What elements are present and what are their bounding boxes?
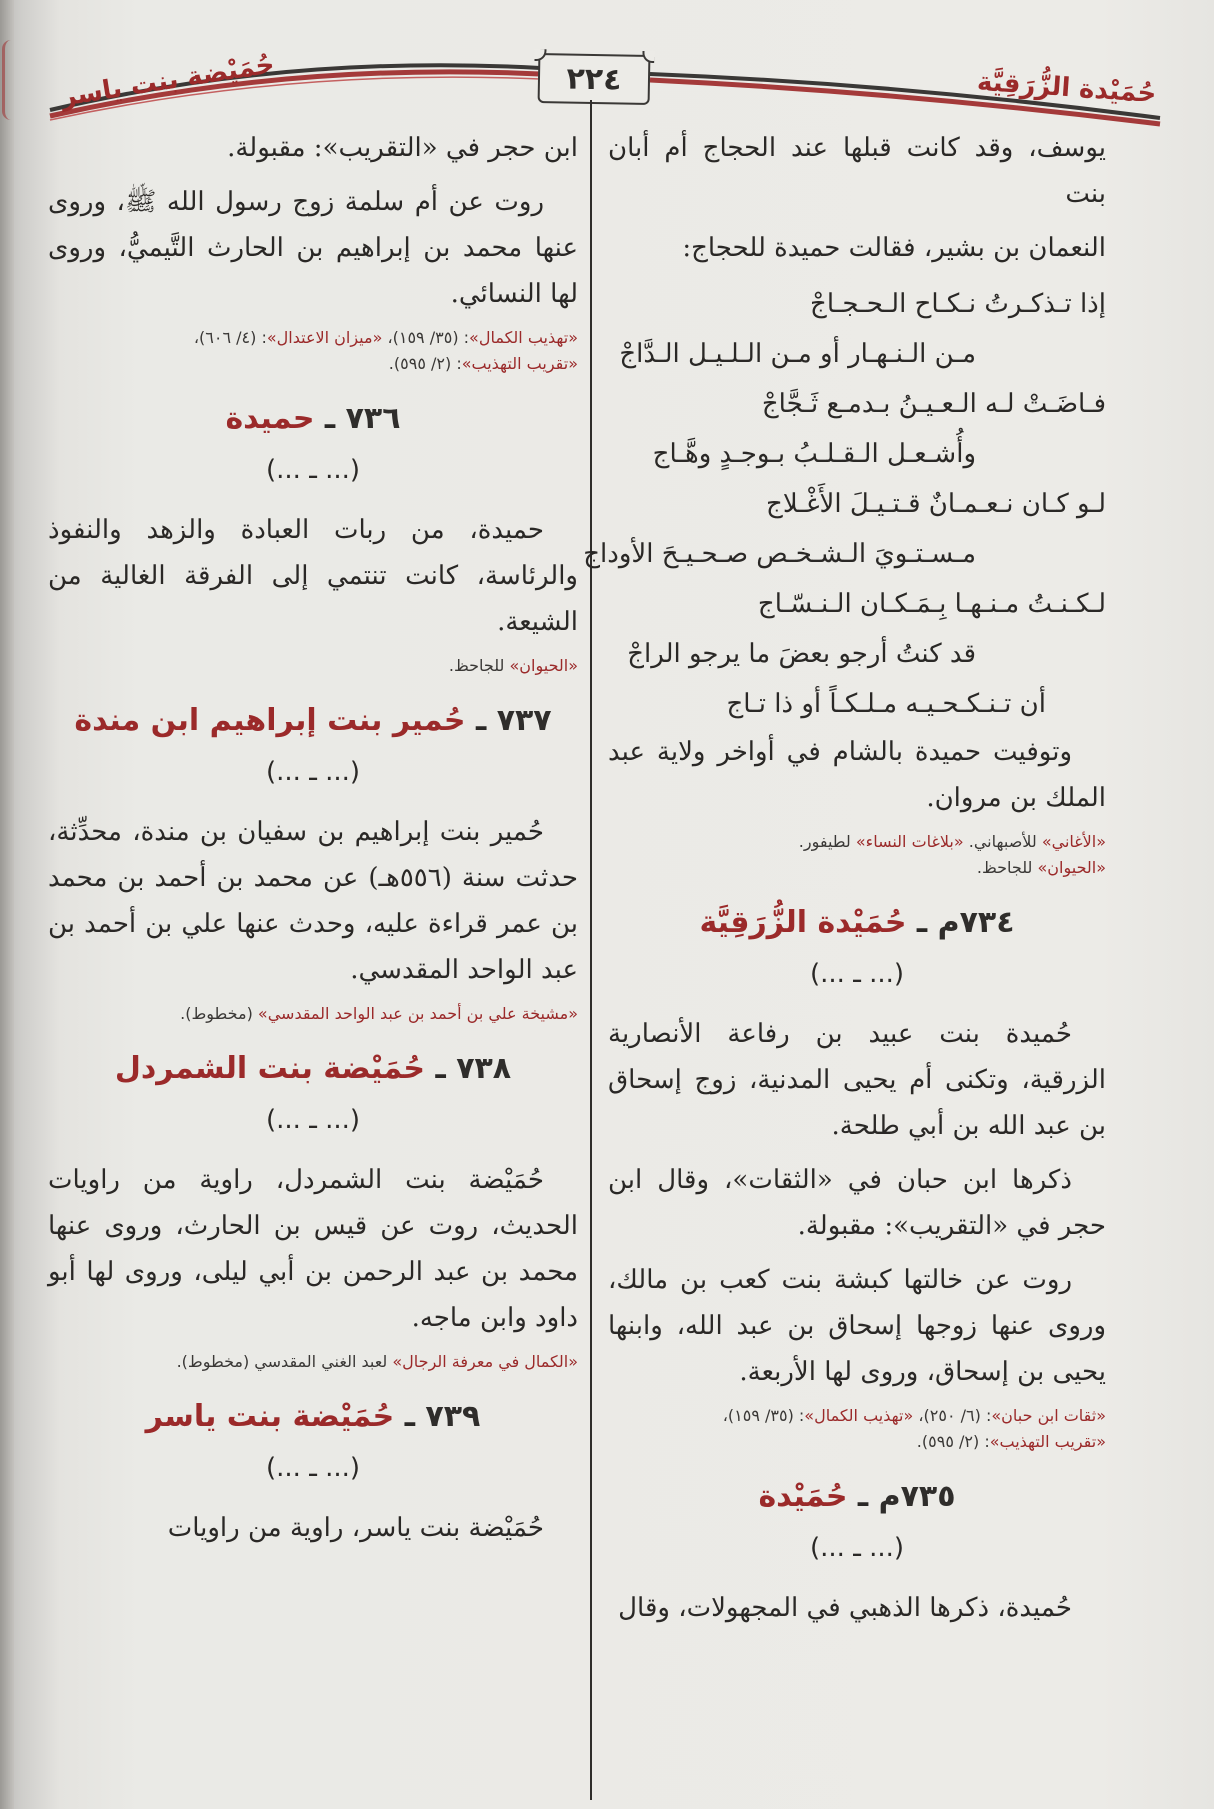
entry-heading: ٧٣٦ ـ حميدة	[225, 401, 401, 436]
entry-paragraph: حُمَيْضة بنت الشمردل، راوية من راويات الحديث، روت عن قيس بن الحارث، وروى عنها محمد بن عبد الرحمن بن أبي ليلى، وروى لها أبو داود وابن ماجه.	[48, 1165, 578, 1333]
page-header	[40, 40, 1174, 130]
continuation-paragraph: روت عن أم سلمة زوج رسول الله ﷺ، وروى عنها محمد بن إبراهيم بن الحارث التَّيميُّ، وروى لها النسائي.	[48, 187, 578, 309]
entry-737	[48, 697, 578, 1027]
source-title: «الحيوان»	[1037, 858, 1106, 877]
verse-line: مـن الـنـهـار أو مـن الـلـيـل الـدَّاجْ	[619, 339, 976, 369]
intro-line: النعمان بن بشير، فقالت حميدة للحجاج:	[682, 233, 1106, 263]
source-detail: للجاحظ.	[976, 858, 1038, 877]
source-detail: : (٢/ ٥٩٥).	[916, 1432, 990, 1451]
entry-name: حميدة	[225, 401, 315, 436]
entry-number: ٧٣٥م	[878, 1479, 956, 1514]
entry-dates: (... ـ ...)	[265, 455, 361, 485]
closing-paragraph: وتوفيت حميدة بالشام في أواخر ولاية عبد الملك بن مروان.	[608, 737, 1106, 813]
running-head-left: حُمَيْضة بنت ياسر	[58, 49, 277, 113]
entry-number: ٧٣٤م	[937, 905, 1015, 940]
source-title: «تهذيب الكمال»	[469, 328, 578, 347]
entry-name: حُمَيْضة بنت الشمردل	[114, 1051, 426, 1086]
entry-738	[48, 1045, 578, 1375]
entry-paragraph: حُميدة بنت عبيد بن رفاعة الأنصارية الزرقية، وتكنى أم يحيى المدنية، زوج إسحاق بن عبد الله بن أبي طلحة.	[608, 1019, 1106, 1141]
entry-dates: (... ـ ...)	[265, 757, 361, 787]
entry-734	[608, 899, 1106, 1455]
column-divider	[590, 100, 592, 1800]
verse-line: فـاضَـتْ لـه الـعـيـنُ بـدمـع ثَـجَّاجْ	[761, 389, 1106, 419]
source-title: «تقريب التهذيب»	[461, 354, 578, 373]
left-column	[48, 125, 578, 1559]
source-title: «بلاغات النساء»	[855, 832, 964, 851]
entry-paragraph: حُمَيْضة بنت ياسر، راوية من راويات	[167, 1513, 544, 1543]
entry-heading: ٧٣٤م ـ حُمَيْدة الزُّرَقِيَّة	[699, 905, 1015, 940]
entry-paragraph: حميدة، من ربات العبادة والزهد والنفوذ والرئاسة، كانت تنتمي إلى الفرقة الغالية من الشيعة.	[48, 515, 578, 637]
source-title: «مشيخة علي بن أحمد بن عبد الواحد المقدسي»	[257, 1004, 578, 1023]
entry-736	[48, 395, 578, 679]
entry-number: ٧٣٦	[345, 401, 401, 436]
source-title: «ميزان الاعتدال»	[266, 328, 383, 347]
entry-paragraph: حُميدة، ذكرها الذهبي في المجهولات، وقال	[618, 1593, 1072, 1623]
sources	[608, 1403, 1106, 1455]
sources	[48, 1349, 578, 1375]
right-column	[583, 125, 1106, 1639]
running-head-right: حُمَيْدة الزُّرَقِيَّة	[975, 66, 1157, 110]
source-title: «تهذيب الكمال»	[804, 1406, 914, 1425]
poem	[583, 279, 1106, 729]
source-detail: : (٣٥/ ١٥٩)،	[722, 1406, 805, 1425]
entry-dates: (... ـ ...)	[809, 1533, 905, 1563]
entry-heading: ٧٣٥م ـ حُمَيْدة	[758, 1479, 956, 1514]
source-title: «الحيوان»	[509, 656, 578, 675]
entry-paragraph: ذكرها ابن حبان في «الثقات»، وقال ابن حجر في «التقريب»: مقبولة.	[608, 1165, 1106, 1241]
entry-paragraph: روت عن خالتها كبشة بنت كعب بن مالك، وروى عنها زوجها إسحاق بن عبد الله، وابنها يحيى بن إسحاق، وروى لها الأربعة.	[608, 1265, 1106, 1387]
source-detail: : (٣٥/ ١٥٩)،	[382, 328, 470, 347]
verse-line: لـكـنـتُ مـنـهـا بِـمَـكـان الـنـسّـاج	[757, 589, 1106, 619]
verse-line: وأُشـعـل الـقـلـبُ بـوجـدٍ وهَّـاج	[652, 439, 976, 469]
verse-line: أن تـنـكـحـيـه مـلـكـاً أو ذا تـاج	[726, 689, 1046, 719]
source-title: «الكمال في معرفة الرجال»	[392, 1352, 578, 1371]
source-detail: للأصبهاني.	[963, 832, 1042, 851]
entry-dates: (... ـ ...)	[809, 959, 905, 989]
entry-dates: (... ـ ...)	[265, 1453, 361, 1483]
entry-heading: ٧٣٧ ـ حُمير بنت إبراهيم ابن مندة	[74, 703, 552, 738]
entry-dates: (... ـ ...)	[265, 1105, 361, 1135]
entry-number: ٧٣٩	[425, 1399, 481, 1434]
verse-line: لـو كـان نـعـمـانٌ قـتـيـلَ الأَغْـلاج	[766, 489, 1106, 519]
source-detail: : (٢/ ٥٩٥).	[388, 354, 462, 373]
source-detail: (مخطوط).	[180, 1004, 258, 1023]
verse-line: مـسـتـويَ الـشـخـص صـحـيـحَ الأوداج	[583, 539, 976, 569]
page-number: ٢٢٤	[538, 53, 651, 105]
source-title: «ثقات ابن حبان»	[991, 1406, 1106, 1425]
entry-heading: ٧٣٨ ـ حُمَيْضة بنت الشمردل	[114, 1051, 512, 1086]
source-detail: : (٤/ ٦٠٦)،	[193, 328, 267, 347]
entry-number: ٧٣٨	[456, 1051, 512, 1086]
sources	[48, 1001, 578, 1027]
sources	[608, 829, 1106, 881]
source-title: «تقريب التهذيب»	[989, 1432, 1106, 1451]
sources	[48, 325, 578, 377]
intro-line: يوسف، وقد كانت قبلها عند الحجاج أم أبان بنت	[608, 133, 1106, 209]
entry-name: حُمير بنت إبراهيم ابن مندة	[74, 703, 466, 738]
source-title: «الأغاني»	[1041, 832, 1106, 851]
entry-number: ٧٣٧	[496, 703, 552, 738]
entry-name: حُمَيْدة	[758, 1479, 848, 1514]
source-detail: لعبد الغني المقدسي (مخطوط).	[176, 1352, 393, 1371]
source-detail: : (٦/ ٢٥٠)،	[913, 1406, 992, 1425]
entry-739	[48, 1393, 578, 1551]
sources	[48, 653, 578, 679]
entry-name: حُمَيْدة الزُّرَقِيَّة	[699, 905, 907, 940]
entry-735	[608, 1473, 1106, 1631]
verse-line: قد كنتُ أرجو بعضَ ما يرجو الراجْ	[627, 639, 976, 669]
entry-name: حُمَيْضة بنت ياسر	[145, 1399, 395, 1434]
facing-page-edge	[0, 0, 14, 1809]
continuation-paragraph: ابن حجر في «التقريب»: مقبولة.	[227, 133, 578, 163]
entry-heading: ٧٣٩ ـ حُمَيْضة بنت ياسر	[145, 1399, 481, 1434]
source-detail: للجاحظ.	[448, 656, 510, 675]
source-detail: لطيفور.	[798, 832, 856, 851]
verse-line: إذا تـذكـرتُ نـكـاح الـحـجـاجْ	[810, 289, 1106, 319]
entry-paragraph: حُمير بنت إبراهيم بن سفيان بن مندة، محدِّثة، حدثت سنة (٥٥٦هـ) عن محمد بن أحمد بن محمد بن عمر قراءة عليه، وحدث عنها علي بن أحمد بن عبد الواحد المقدسي.	[48, 817, 578, 985]
